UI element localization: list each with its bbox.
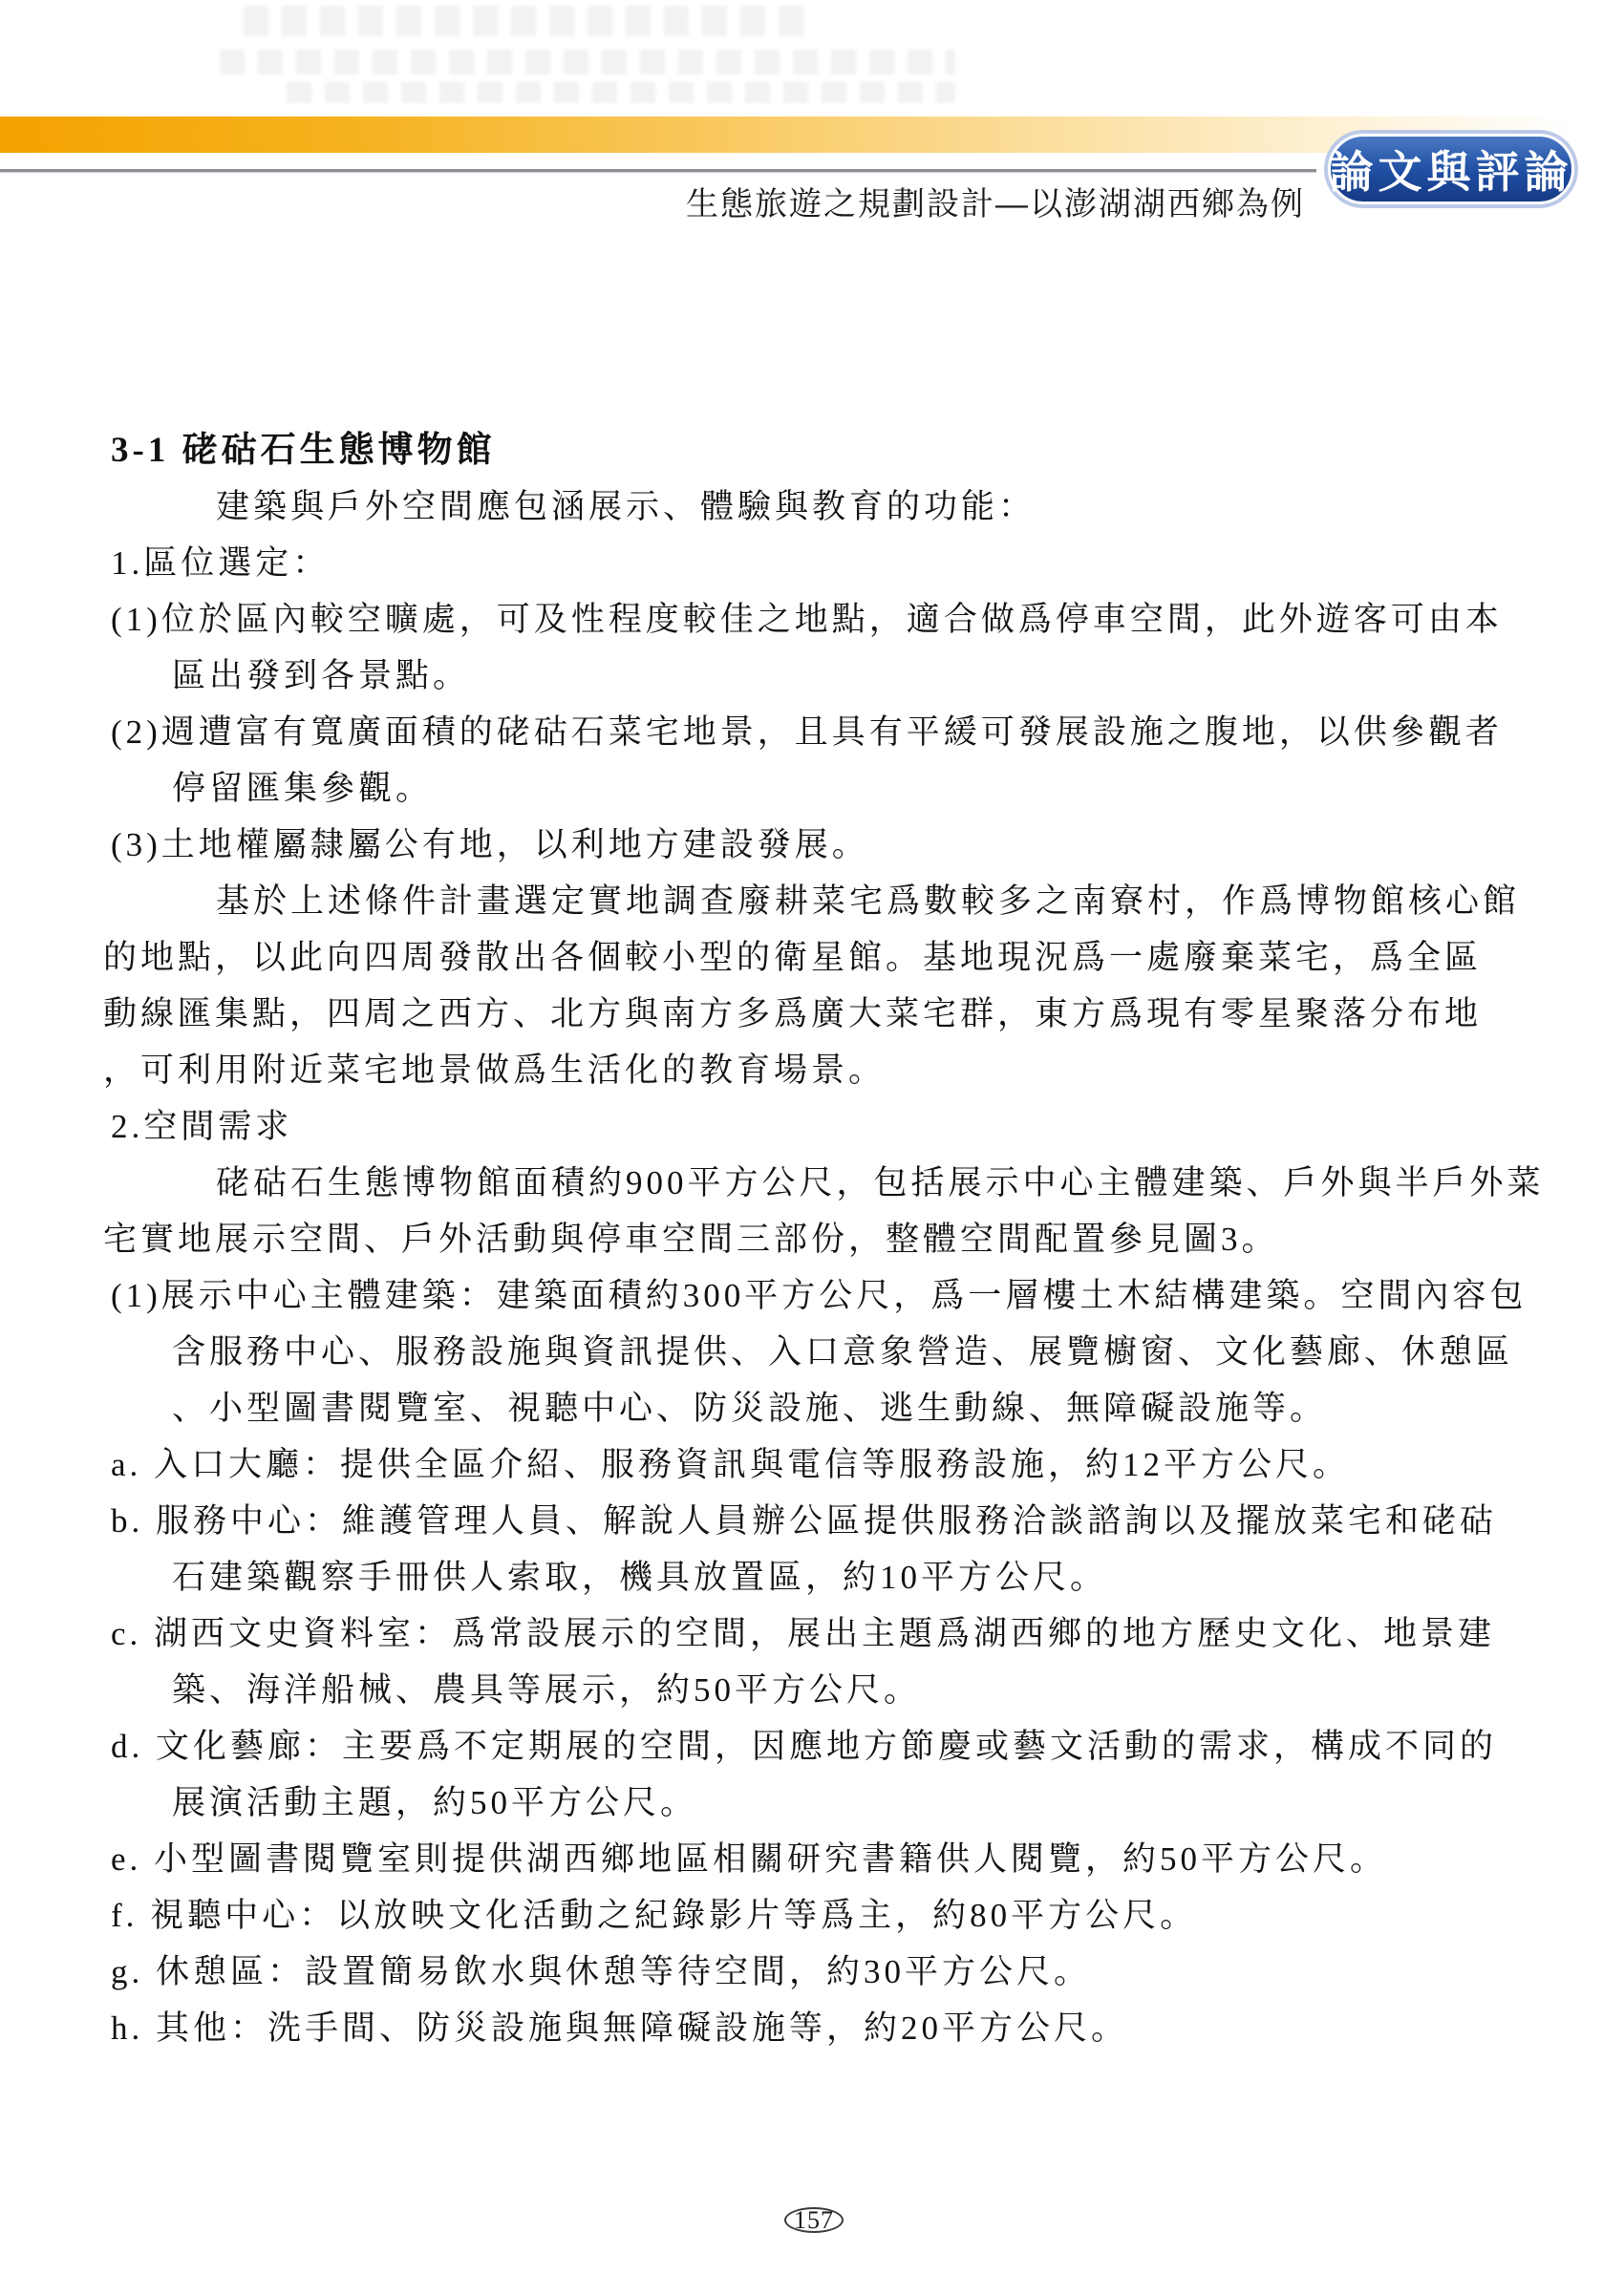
text-line: f. 視聽中心：以放映文化活動之紀錄影片等爲主，約80平方公尺。 bbox=[111, 1897, 1198, 1934]
text-line: e. 小型圖書閱覽室則提供湖西鄉地區相關研究書籍供人閱覽，約50平方公尺。 bbox=[111, 1840, 1388, 1878]
text-line: ，可利用附近菜宅地景做爲生活化的教育場景。 bbox=[103, 1052, 887, 1089]
bleed-through-smudge bbox=[220, 50, 955, 74]
text-line: (1)展示中心主體建築：建築面積約300平方公尺，爲一層樓土木結構建築。空間內容包 bbox=[111, 1277, 1528, 1314]
text-line: 石建築觀察手冊供人索取，機具放置區，約10平方公尺。 bbox=[172, 1559, 1108, 1596]
text-line: d. 文化藝廊：主要爲不定期展的空間，因應地方節慶或藝文活動的需求，構成不同的 bbox=[111, 1728, 1498, 1765]
category-badge: 論文與評論 bbox=[1328, 134, 1574, 204]
text-line: a. 入口大廳：提供全區介紹、服務資訊與電信等服務設施，約12平方公尺。 bbox=[111, 1446, 1351, 1483]
text-line: (2)週遭富有寬廣面積的硓𥑮石菜宅地景，且具有平緩可發展設施之腹地，以供參觀者 bbox=[111, 713, 1503, 751]
text-line: 的地點，以此向四周發散出各個較小型的衛星館。基地現況爲一處廢棄菜宅，爲全區 bbox=[103, 939, 1483, 976]
text-line: 2.空間需求 bbox=[111, 1108, 293, 1145]
text-line: g. 休憩區：設置簡易飲水與休憩等待空間，約30平方公尺。 bbox=[111, 1953, 1092, 1990]
text-line: (3)土地權屬隸屬公有地，以利地方建設發展。 bbox=[111, 826, 869, 863]
text-line: h. 其他：洗手間、防災設施與無障礙設施等，約20平方公尺。 bbox=[111, 2009, 1129, 2047]
page-number-oval bbox=[784, 2207, 844, 2233]
text-line: 1.區位選定： bbox=[111, 544, 331, 582]
text-line: 、小型圖書閱覽室、視聽中心、防災設施、逃生動線、無障礙設施等。 bbox=[172, 1390, 1328, 1427]
text-line: 建築與戶外空間應包涵展示、體驗與教育的功能： bbox=[216, 488, 1036, 525]
text-line: 硓𥑮石生態博物館面積約900平方公尺，包括展示中心主體建築、戶外與半戶外菜 bbox=[216, 1164, 1545, 1201]
body-text bbox=[103, 422, 1545, 2056]
page-number: 157 bbox=[794, 2205, 834, 2234]
text-line: 區出發到各景點。 bbox=[172, 657, 471, 694]
text-line: b. 服務中心：維護管理人員、解說人員辦公區提供服務洽談諮詢以及擺放菜宅和硓𥑮 bbox=[111, 1502, 1498, 1540]
text-line: c. 湖西文史資料室：爲常設展示的空間，展出主題爲湖西鄉的地方歷史文化、地景建 bbox=[111, 1615, 1496, 1652]
section-heading: 3-1 硓𥑮石生態博物館 bbox=[111, 431, 496, 470]
text-line: 築、海洋船械、農具等展示，約50平方公尺。 bbox=[172, 1671, 922, 1709]
running-title: 生態旅遊之規劃設計—以澎湖湖西鄉為例 bbox=[686, 186, 1305, 223]
text-line: 基於上述條件計畫選定實地調查廢耕菜宅爲數較多之南寮村，作爲博物館核心館 bbox=[216, 882, 1521, 920]
text-line: 展演活動主題，約50平方公尺。 bbox=[172, 1784, 698, 1821]
text-line: 動線匯集點，四周之西方、北方與南方多爲廣大菜宅群，東方爲現有零星聚落分布地 bbox=[103, 995, 1483, 1032]
bleed-through-smudge bbox=[244, 6, 817, 36]
bleed-through-smudge bbox=[287, 82, 955, 103]
text-line: 宅實地展示空間、戶外活動與停車空間三部份，整體空間配置參見圖3。 bbox=[103, 1221, 1279, 1258]
header-rule-line bbox=[0, 169, 1316, 173]
text-line: 含服務中心、服務設施與資訊提供、入口意象營造、展覽櫥窗、文化藝廊、休憩區 bbox=[172, 1333, 1514, 1371]
text-line: 停留匯集參觀。 bbox=[172, 770, 434, 807]
text-line: (1)位於區內較空曠處，可及性程度較佳之地點，適合做爲停車空間，此外遊客可由本 bbox=[111, 601, 1503, 638]
